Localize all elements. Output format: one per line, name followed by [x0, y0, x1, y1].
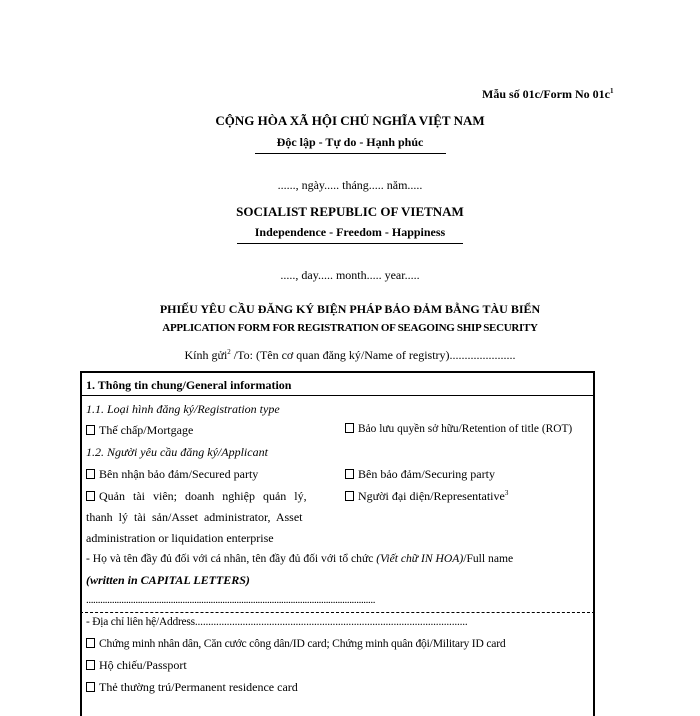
- secured-party-option[interactable]: Bên nhận bảo đảm/Secured party: [86, 467, 258, 482]
- full-name-note: (written in CAPITAL LETTERS): [86, 573, 250, 587]
- asset-administrator-option[interactable]: Quản tài viên; doanh nghiệp quản lý,: [86, 489, 307, 504]
- vn-motto: Độc lập - Tự do - Hạnh phúc: [276, 135, 424, 149]
- mortgage-checkbox[interactable]: [86, 425, 95, 435]
- address-field[interactable]: - Địa chỉ liên hệ/Address.......................................................................................................: [86, 616, 468, 628]
- securing-party-checkbox[interactable]: [345, 469, 354, 479]
- vn-country-name: CỘNG HÒA XÃ HỘI CHỦ NGHĨA VIỆT NAM: [215, 113, 485, 128]
- residence-card-option[interactable]: Thẻ thường trú/Permanent residence card: [86, 680, 298, 695]
- vn-motto-underline: [255, 153, 446, 154]
- residence-card-checkbox[interactable]: [86, 682, 95, 692]
- form-title-vn: PHIẾU YÊU CẦU ĐĂNG KÝ BIỆN PHÁP BẢO ĐẢM BẰNG TÀU BIỂN: [159, 302, 541, 316]
- mortgage-option[interactable]: Thế chấp/Mortgage: [86, 423, 193, 438]
- passport-checkbox[interactable]: [86, 660, 95, 670]
- representative-checkbox[interactable]: [345, 491, 354, 501]
- section-1-heading: 1. Thông tin chung/General information: [86, 378, 292, 392]
- en-motto: Independence - Freedom - Happiness: [254, 225, 446, 239]
- registration-type-label: 1.1. Loại hình đăng ký/Registration type: [86, 402, 280, 416]
- section-dashed-divider: [80, 612, 595, 613]
- id-card-checkbox[interactable]: [86, 638, 95, 648]
- securing-party-option[interactable]: Bên bảo đảm/Securing party: [345, 467, 495, 482]
- applicant-label: 1.2. Người yêu cầu đăng ký/Applicant: [86, 445, 268, 459]
- asset-administrator-checkbox[interactable]: [86, 491, 95, 501]
- full-name-label: - Họ và tên đầy đủ đối với cá nhân, tên đầy đủ đối với tổ chức (Viết chữ IN HOA)/Full name: [86, 552, 514, 565]
- en-motto-underline: [237, 243, 463, 244]
- en-country-name: SOCIALIST REPUBLIC OF VIETNAM: [236, 204, 464, 219]
- rot-checkbox[interactable]: [345, 423, 354, 433]
- addressee-line: Kính gửi$^2$ /To: (Tên cơ quan đăng ký/Name of registry)......................: [184, 348, 516, 362]
- vn-date-line: ......, ngày..... tháng..... năm.....: [277, 178, 423, 192]
- full-name-field[interactable]: ...........................................................................................................................: [86, 594, 376, 606]
- passport-option[interactable]: Hộ chiếu/Passport: [86, 658, 187, 673]
- section-header-divider: [80, 395, 595, 396]
- representative-option[interactable]: Người đại diện/Representative$^3$: [345, 489, 508, 504]
- form-title-en: APPLICATION FORM FOR REGISTRATION OF SEAGOING SHIP SECURITY: [162, 322, 538, 334]
- id-card-option[interactable]: Chứng minh nhân dân, Căn cước công dân/ID card; Chứng minh quân đội/Military ID card: [86, 637, 505, 650]
- form-number: Mẫu số 01c/Form No $01c^1$: [482, 87, 614, 101]
- asset-administrator-line2: thanh lý tài sản/Asset administrator, Asset: [86, 510, 303, 524]
- rot-option[interactable]: Bảo lưu quyền sở hữu/Retention of title (ROT): [345, 423, 572, 435]
- asset-administrator-line3: administration or liquidation enterprise: [86, 531, 274, 545]
- secured-party-checkbox[interactable]: [86, 469, 95, 479]
- en-date-line: ....., day..... month..... year.....: [280, 268, 420, 282]
